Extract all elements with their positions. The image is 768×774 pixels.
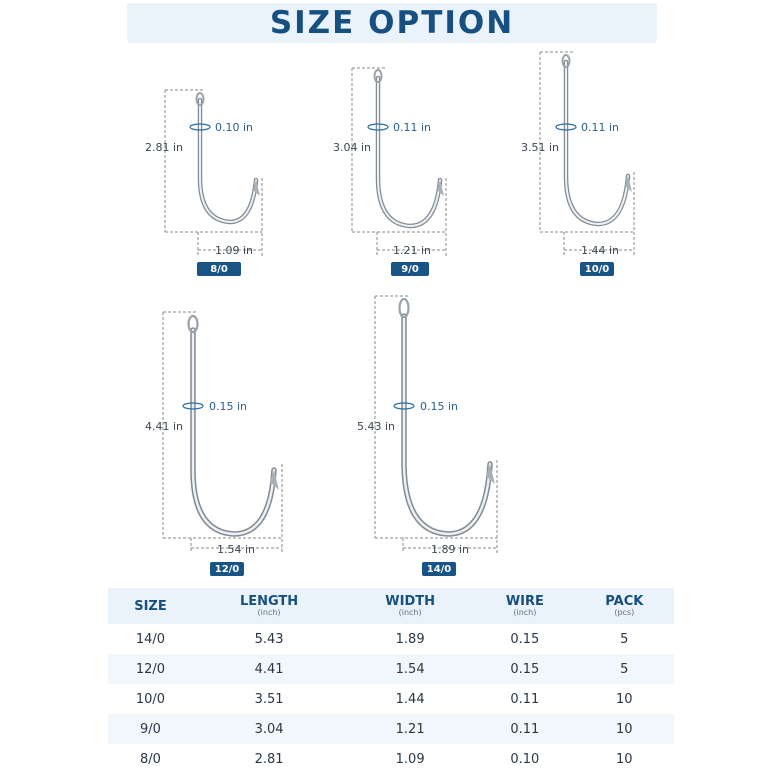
wire-label: 0.11 in	[393, 121, 432, 134]
table-row	[108, 714, 674, 744]
cell-width: 1.44	[395, 691, 425, 707]
hook-wire	[566, 62, 628, 224]
cell-size: 8/0	[140, 751, 161, 767]
hook-wire	[378, 78, 440, 226]
table-row	[108, 684, 674, 714]
cell-length: 4.41	[193, 654, 345, 684]
hook-8-0	[145, 90, 262, 257]
header-length: LENGTH (inch)	[193, 588, 345, 624]
size-badge-10-0: 10/0	[580, 262, 614, 276]
cell-width: 1.09	[395, 751, 425, 767]
cell-size: 9/0	[108, 714, 193, 744]
length-label: 3.51 in	[521, 141, 560, 154]
header-width: WIDTH (inch)	[345, 588, 475, 624]
size-badge-14-0: 14/0	[422, 562, 456, 576]
hook-10-0	[521, 52, 634, 257]
cell-wire: 0.11	[510, 691, 540, 707]
wire-label: 0.15 in	[420, 400, 459, 413]
cell-length: 3.51	[254, 691, 284, 707]
table-header-row	[108, 588, 674, 624]
cell-length: 3.04	[193, 714, 345, 744]
cell-size: 10/0	[135, 691, 166, 707]
cell-width: 1.89	[395, 631, 425, 647]
width-label: 1.21 in	[393, 244, 432, 257]
length-label: 4.41 in	[145, 420, 184, 433]
hook-wire	[404, 316, 490, 534]
size-badge-9-0: 9/0	[391, 262, 429, 276]
cell-pack: 10	[575, 714, 674, 744]
header-pack: PACK (pcs)	[575, 588, 674, 624]
hook-wire	[200, 100, 256, 222]
hook-wire	[193, 330, 274, 534]
dimension-lines	[352, 68, 446, 256]
header-wire: WIRE (inch)	[475, 588, 575, 624]
cell-width: 1.21	[345, 714, 475, 744]
table-row	[108, 744, 674, 774]
cell-pack: 5	[575, 654, 674, 684]
dimension-lines	[165, 90, 262, 256]
cell-wire: 0.11	[475, 714, 575, 744]
size-table	[108, 588, 674, 774]
wire-label: 0.15 in	[209, 400, 248, 413]
cell-length: 5.43	[254, 631, 284, 647]
size-badge-8-0: 8/0	[197, 262, 241, 276]
cell-size: 12/0	[108, 654, 193, 684]
width-label: 1.44 in	[581, 244, 620, 257]
page-title: SIZE OPTION	[269, 5, 515, 41]
hook-14-0	[357, 296, 497, 556]
cell-width: 1.54	[345, 654, 475, 684]
wire-label: 0.10 in	[215, 121, 254, 134]
length-label: 3.04 in	[333, 141, 372, 154]
cell-size: 14/0	[135, 631, 166, 647]
cell-wire: 0.15	[475, 654, 575, 684]
cell-pack: 5	[620, 631, 629, 647]
hook-12-0	[145, 312, 282, 556]
wire-label: 0.11 in	[581, 121, 620, 134]
length-label: 2.81 in	[145, 141, 184, 154]
header-size: SIZE	[108, 588, 193, 624]
cell-pack: 10	[616, 751, 633, 767]
size-badge-12-0: 12/0	[210, 562, 244, 576]
table-row	[108, 654, 674, 684]
cell-length: 2.81	[254, 751, 284, 767]
hook-9-0	[333, 68, 446, 257]
width-label: 1.89 in	[431, 543, 470, 556]
dimension-lines	[540, 52, 634, 256]
cell-pack: 10	[616, 691, 633, 707]
width-label: 1.54 in	[217, 543, 256, 556]
table-row	[108, 624, 674, 654]
cell-wire: 0.15	[510, 631, 540, 647]
cell-wire: 0.10	[510, 751, 540, 767]
width-label: 1.09 in	[215, 244, 254, 257]
length-label: 5.43 in	[357, 420, 396, 433]
